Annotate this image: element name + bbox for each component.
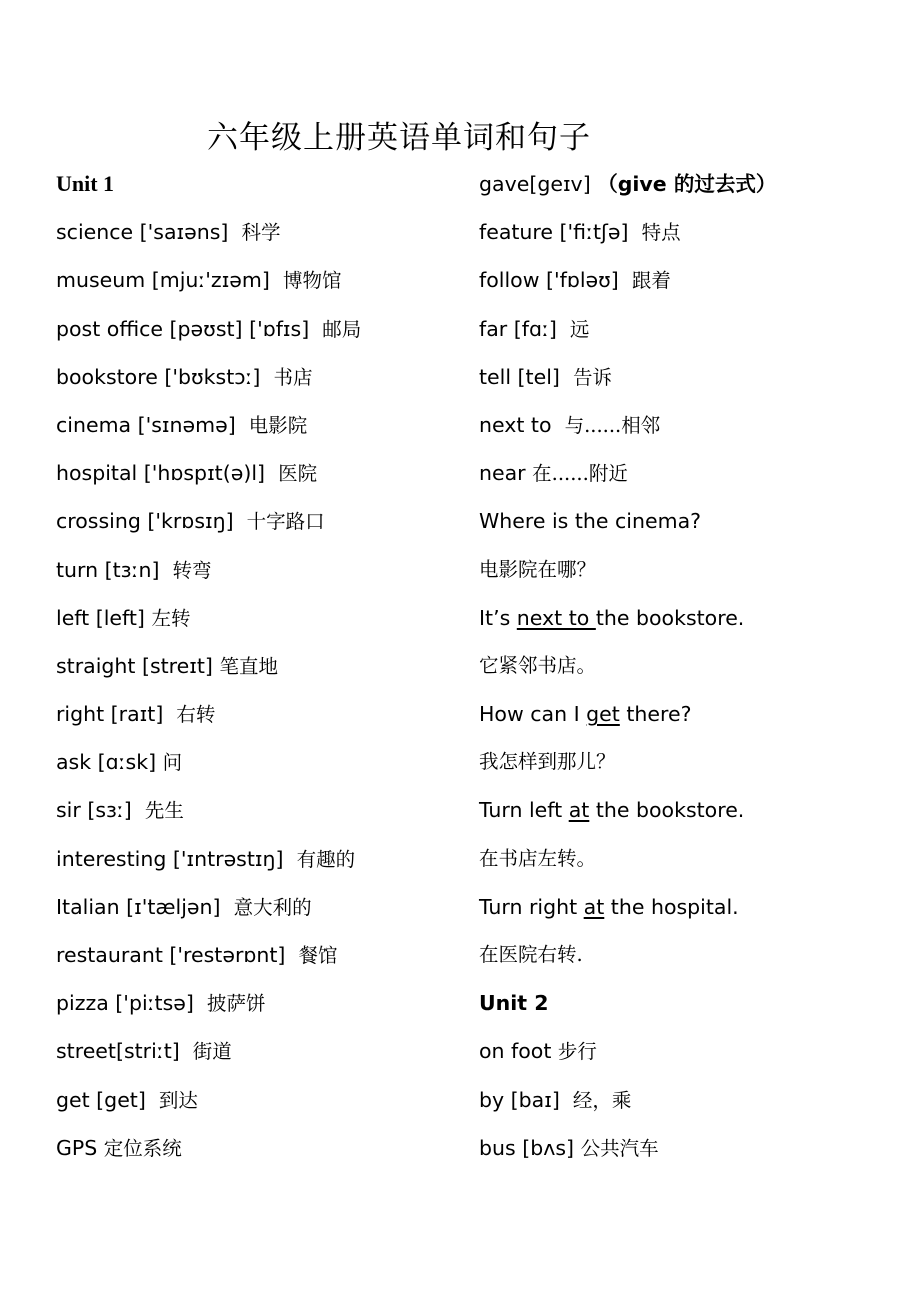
vocab-entry: post office [pəʊst] ['ɒfɪs] 邮局 — [56, 316, 362, 341]
sentence-en: How can I get there? — [479, 702, 692, 727]
vocab-entry: pizza ['piːtsə] 披萨饼 — [56, 991, 266, 1016]
vocab-entry: cinema ['sɪnəmə] 电影院 — [56, 412, 308, 437]
right-column — [479, 166, 899, 1178]
sentence-en: Turn right at the hospital. — [479, 894, 739, 919]
sentence-cn: 在书店左转。 — [479, 846, 597, 870]
vocab-entry: sir [sɜː] 先生 — [56, 798, 184, 823]
sentence-cn: 我怎样到那儿？ — [479, 750, 616, 774]
sentence-en: Where is the cinema? — [479, 509, 702, 534]
vocab-entry: tell [tel] 告诉 — [479, 364, 612, 389]
vocab-entry: Italian [ɪ'tæljən] 意大利的 — [56, 894, 312, 919]
vocab-entry: interesting ['ɪntrəstɪŋ] 有趣的 — [56, 846, 356, 871]
vocab-entry: bus [bʌs] 公共汽车 — [479, 1135, 659, 1160]
left-column — [56, 166, 466, 1178]
vocab-entry: restaurant ['restərɒnt] 餐馆 — [56, 943, 338, 967]
vocab-entry-gave: gave[geɪv] （give 的过去式） — [479, 172, 777, 196]
sentence-en: It’s next to the bookstore. — [479, 605, 745, 630]
vocab-entry: crossing ['krɒsɪŋ] 十字路口 — [56, 509, 325, 534]
vocab-entry: far [fɑː] 远 — [479, 316, 590, 341]
sentence-cn: 电影院在哪？ — [479, 557, 597, 581]
vocab-entry: straight [streɪt] 笔直地 — [56, 653, 278, 678]
sentence-en: Turn left at the bookstore. — [479, 798, 745, 823]
vocab-entry: GPS 定位系统 — [56, 1135, 182, 1160]
vocab-entry: on foot 步行 — [479, 1039, 597, 1064]
vocab-entry: feature ['fiːtʃə] 特点 — [479, 220, 681, 245]
vocab-entry: hospital ['hɒspɪt(ə)l] 医院 — [56, 461, 318, 486]
vocab-entry: right [raɪt] 右转 — [56, 702, 216, 727]
unit-2-heading: Unit 2 — [479, 991, 549, 1016]
sentence-cn: 它紧邻书店。 — [479, 653, 597, 677]
vocab-entry: street[striːt] 街道 — [56, 1039, 232, 1064]
vocab-entry: museum [mjuː'zɪəm] 博物馆 — [56, 268, 342, 293]
vocab-entry: bookstore ['bʊkstɔː] 书店 — [56, 364, 313, 389]
vocab-entry: near 在......附近 — [479, 461, 628, 486]
vocab-entry: get [get] 到达 — [56, 1087, 198, 1112]
vocab-entry: left [left] 左转 — [56, 605, 191, 630]
page-title: 六年级上册英语单词和句子 — [207, 120, 591, 156]
unit-1-heading: Unit 1 — [56, 171, 115, 196]
vocab-entry: ask [ɑːsk] 问 — [56, 750, 183, 775]
vocab-entry: next to 与......相邻 — [479, 412, 661, 437]
sentence-cn: 在医院右转. — [479, 943, 583, 966]
vocab-entry: follow ['fɒləʊ] 跟着 — [479, 268, 671, 293]
vocab-entry: by [baɪ] 经，乘 — [479, 1087, 632, 1112]
vocab-entry: science ['saɪəns] 科学 — [56, 220, 281, 245]
vocab-entry: turn [tɜːn] 转弯 — [56, 557, 212, 582]
